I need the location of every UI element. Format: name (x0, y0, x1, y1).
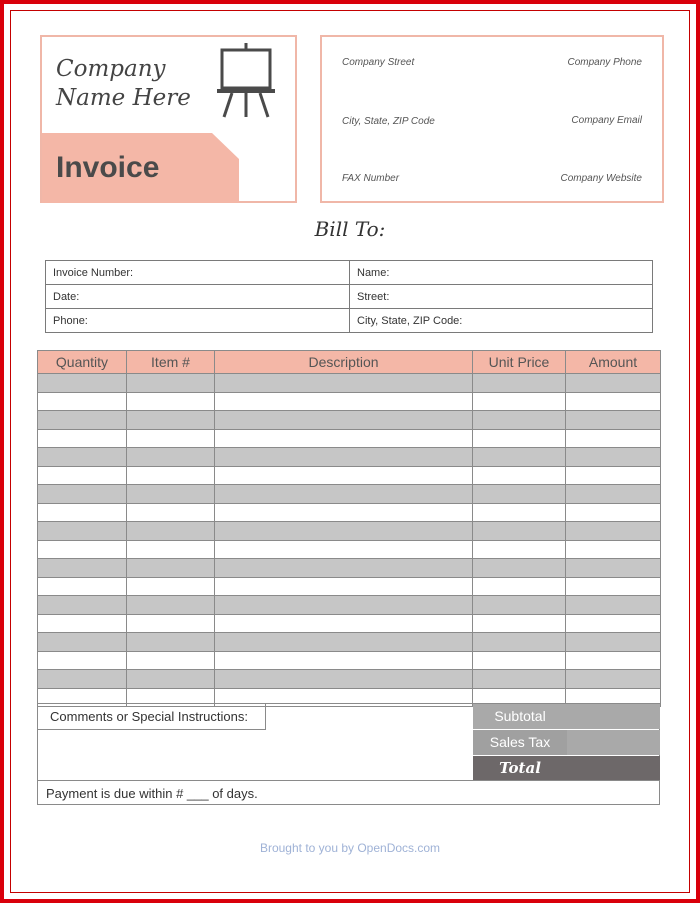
quantity-cell[interactable] (38, 540, 127, 559)
item-number-cell[interactable] (127, 392, 215, 411)
company-header-box (40, 35, 297, 203)
amount-cell[interactable] (566, 411, 661, 430)
sales-tax-value[interactable] (567, 730, 660, 755)
description-cell[interactable] (215, 577, 473, 596)
table-row (38, 466, 661, 485)
payment-terms: Payment is due within # ___ of days. (38, 780, 659, 805)
amount-cell[interactable] (566, 392, 661, 411)
item-number-cell[interactable] (127, 577, 215, 596)
line-items-header-row (38, 351, 661, 374)
column-header-amount: Amount (566, 351, 661, 374)
description-cell[interactable] (215, 448, 473, 467)
unit-price-cell[interactable] (473, 577, 566, 596)
table-row (38, 485, 661, 504)
description-cell[interactable] (215, 503, 473, 522)
unit-price-cell[interactable] (473, 651, 566, 670)
total-row (473, 756, 660, 780)
sales-tax-label: Sales Tax (473, 730, 567, 755)
quantity-cell[interactable] (38, 485, 127, 504)
quantity-cell[interactable] (38, 633, 127, 652)
quantity-cell[interactable] (38, 651, 127, 670)
table-row (38, 577, 661, 596)
amount-cell[interactable] (566, 559, 661, 578)
company-name-line1: Company (56, 56, 166, 82)
description-cell[interactable] (215, 559, 473, 578)
invoice-title: Invoice (56, 151, 160, 184)
description-cell[interactable] (215, 374, 473, 393)
table-row (38, 411, 661, 430)
name-field[interactable]: Name: (350, 261, 653, 285)
unit-price-cell[interactable] (473, 540, 566, 559)
unit-price-cell[interactable] (473, 596, 566, 615)
description-cell[interactable] (215, 596, 473, 615)
amount-cell[interactable] (566, 448, 661, 467)
unit-price-cell[interactable] (473, 559, 566, 578)
line-items-body (38, 374, 661, 707)
city-state-zip-field[interactable]: City, State, ZIP Code (342, 116, 435, 127)
item-number-cell[interactable] (127, 522, 215, 541)
column-header-unit-price: Unit Price (473, 351, 566, 374)
amount-cell[interactable] (566, 503, 661, 522)
item-number-cell[interactable] (127, 485, 215, 504)
amount-cell[interactable] (566, 596, 661, 615)
item-number-cell[interactable] (127, 670, 215, 689)
subtotal-row (473, 704, 660, 729)
description-cell[interactable] (215, 614, 473, 633)
amount-cell[interactable] (566, 651, 661, 670)
amount-cell[interactable] (566, 374, 661, 393)
bill-to-heading: Bill To: (314, 217, 386, 241)
amount-cell[interactable] (566, 577, 661, 596)
bill-to-table (45, 260, 653, 333)
quantity-cell[interactable] (38, 466, 127, 485)
company-street-field[interactable]: Company Street (342, 57, 415, 68)
sales-tax-row (473, 730, 660, 755)
unit-price-cell[interactable] (473, 503, 566, 522)
quantity-cell[interactable] (38, 559, 127, 578)
quantity-cell[interactable] (38, 614, 127, 633)
subtotal-label: Subtotal (473, 704, 567, 729)
description-cell[interactable] (215, 540, 473, 559)
table-row (38, 540, 661, 559)
unit-price-cell[interactable] (473, 466, 566, 485)
amount-cell[interactable] (566, 466, 661, 485)
amount-cell[interactable] (566, 670, 661, 689)
item-number-cell[interactable] (127, 559, 215, 578)
column-header-description: Description (215, 351, 473, 374)
unit-price-cell[interactable] (473, 411, 566, 430)
footer-credit: Brought to you by OpenDocs.com (259, 841, 441, 855)
table-row (38, 559, 661, 578)
description-cell[interactable] (215, 411, 473, 430)
description-cell[interactable] (215, 485, 473, 504)
amount-cell[interactable] (566, 614, 661, 633)
unit-price-cell[interactable] (473, 614, 566, 633)
table-row (38, 651, 661, 670)
description-cell[interactable] (215, 633, 473, 652)
unit-price-cell[interactable] (473, 670, 566, 689)
quantity-cell[interactable] (38, 392, 127, 411)
table-row (38, 670, 661, 689)
total-value[interactable] (567, 756, 660, 780)
item-number-cell[interactable] (127, 448, 215, 467)
item-number-cell[interactable] (127, 503, 215, 522)
item-number-cell[interactable] (127, 374, 215, 393)
total-label: Total (473, 756, 567, 780)
line-items-table (37, 350, 661, 707)
totals-block (473, 704, 660, 780)
description-cell[interactable] (215, 429, 473, 448)
item-number-cell[interactable] (127, 411, 215, 430)
unit-price-cell[interactable] (473, 633, 566, 652)
table-row (38, 633, 661, 652)
company-name[interactable] (56, 55, 191, 113)
unit-price-cell[interactable] (473, 485, 566, 504)
unit-price-cell[interactable] (473, 429, 566, 448)
unit-price-cell[interactable] (473, 522, 566, 541)
item-number-cell[interactable] (127, 466, 215, 485)
description-cell[interactable] (215, 651, 473, 670)
street-field[interactable]: Street: (350, 285, 653, 309)
item-number-cell[interactable] (127, 596, 215, 615)
company-email-field[interactable]: Company Email (571, 115, 642, 126)
unit-price-cell[interactable] (473, 374, 566, 393)
amount-cell[interactable] (566, 522, 661, 541)
fax-number-field[interactable]: FAX Number (342, 173, 400, 184)
subtotal-value[interactable] (567, 704, 660, 729)
quantity-cell[interactable] (38, 374, 127, 393)
unit-price-cell[interactable] (473, 392, 566, 411)
company-phone-field[interactable]: Company Phone (567, 57, 642, 68)
column-header-quantity: Quantity (38, 351, 127, 374)
description-cell[interactable] (215, 522, 473, 541)
quantity-cell[interactable] (38, 448, 127, 467)
table-row (38, 374, 661, 393)
amount-cell[interactable] (566, 633, 661, 652)
amount-cell[interactable] (566, 540, 661, 559)
invoice-number-field[interactable]: Invoice Number: (46, 261, 350, 285)
table-row (38, 614, 661, 633)
table-row (38, 596, 661, 615)
quantity-cell[interactable] (38, 577, 127, 596)
column-header-item-number: Item # (127, 351, 215, 374)
item-number-cell[interactable] (127, 614, 215, 633)
phone-field[interactable]: Phone: (46, 309, 350, 333)
quantity-cell[interactable] (38, 411, 127, 430)
table-row (38, 503, 661, 522)
unit-price-cell[interactable] (473, 448, 566, 467)
company-name-line2: Name Here (56, 85, 191, 111)
item-number-cell[interactable] (127, 429, 215, 448)
table-row (38, 448, 661, 467)
amount-cell[interactable] (566, 429, 661, 448)
item-number-cell[interactable] (127, 633, 215, 652)
date-field[interactable]: Date: (46, 285, 350, 309)
description-cell[interactable] (215, 392, 473, 411)
table-row (38, 522, 661, 541)
company-contact-box (320, 35, 664, 203)
quantity-cell[interactable] (38, 503, 127, 522)
description-cell[interactable] (215, 670, 473, 689)
quantity-cell[interactable] (38, 596, 127, 615)
quantity-cell[interactable] (38, 522, 127, 541)
company-website-field[interactable]: Company Website (560, 173, 642, 184)
item-number-cell[interactable] (127, 540, 215, 559)
quantity-cell[interactable] (38, 670, 127, 689)
item-number-cell[interactable] (127, 651, 215, 670)
easel-icon (214, 41, 278, 121)
amount-cell[interactable] (566, 485, 661, 504)
table-row (38, 429, 661, 448)
table-row (38, 392, 661, 411)
description-cell[interactable] (215, 466, 473, 485)
comments-label: Comments or Special Instructions: (38, 704, 266, 730)
invoice-summary (37, 703, 660, 805)
quantity-cell[interactable] (38, 429, 127, 448)
bill-city-state-zip-field[interactable]: City, State, ZIP Code: (350, 309, 653, 333)
